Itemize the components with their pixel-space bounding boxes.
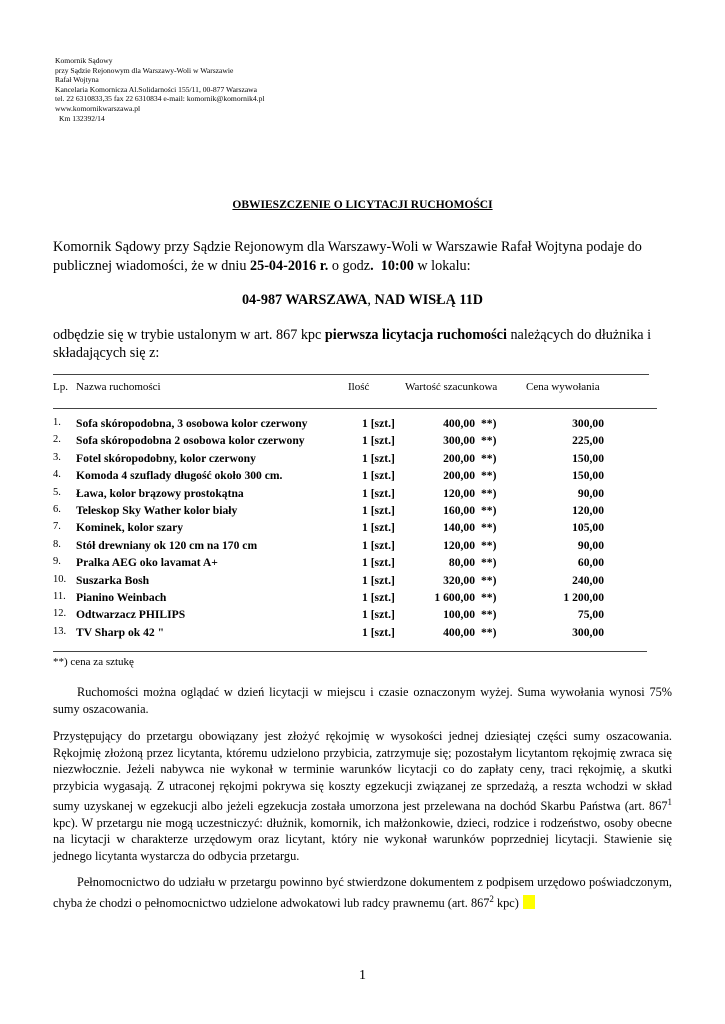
- item-quantity: 1 [szt.]: [362, 451, 395, 465]
- item-footnote-mark: **): [481, 591, 497, 604]
- table-row: [0, 591, 725, 608]
- address-street: NAD WISŁĄ 11D: [370, 292, 484, 308]
- table-row: [0, 539, 725, 556]
- row-number: 12.: [53, 608, 67, 620]
- header-qty: Ilość: [348, 381, 370, 393]
- auction-paragraph: [53, 326, 675, 362]
- letterhead-line: przy Sądzie Rejonowym dla Warszawy-Woli w Warszawie: [55, 65, 234, 75]
- item-name: Ława, kolor brązowy prostokątna: [76, 486, 244, 500]
- item-footnote-mark: **): [481, 451, 497, 465]
- deposit-text: kpc). W przetargu nie mogą uczestniczyć: dłużnik, komornik, ich małżonkowie, dzieci, rodzice i rodzeństwo, osoby obecne na licytacji w charakterze urzędowym oraz licytant, który nie wykonał warunków poprzedniej licytacji. Stawienie się jednego licytanta wystarcza do odbycia przetargu.: [53, 815, 672, 863]
- item-starting-price: 225,00: [572, 434, 604, 448]
- letterhead-line: Komornik Sądowy: [55, 56, 113, 65]
- letterhead-line: Rafał Wojtyna: [55, 75, 99, 85]
- row-number: 13.: [53, 625, 67, 637]
- row-number: 11.: [53, 591, 66, 602]
- item-footnote-mark: **): [481, 434, 497, 448]
- letterhead-line: www.komornikwarszawa.pl: [55, 103, 141, 113]
- highlight-mark: [523, 895, 535, 909]
- table-row: [0, 434, 725, 451]
- item-starting-price: 60,00: [577, 556, 604, 570]
- item-estimated-value: 80,00: [448, 556, 475, 570]
- item-estimated-value: 200,00: [443, 451, 475, 465]
- letterhead-line: tel. 22 6310833,35 fax 22 6310834 e-mail: komornik@komornik4.pl: [55, 94, 265, 104]
- item-footnote-mark: **): [481, 486, 497, 500]
- table-row: [0, 469, 725, 486]
- table-header-rule: [53, 408, 657, 409]
- item-starting-price: 1 200,00: [563, 591, 604, 604]
- item-footnote-mark: **): [481, 538, 497, 552]
- row-number: 1.: [53, 417, 61, 428]
- item-starting-price: 105,00: [572, 521, 604, 535]
- row-number: 5.: [53, 486, 61, 498]
- header-value: Wartość szacunkowa: [405, 381, 498, 393]
- item-quantity: 1 [szt.]: [362, 573, 395, 587]
- table-row: [0, 608, 725, 625]
- item-name: Odtwarzacz PHILIPS: [76, 608, 186, 622]
- auction-date: 25-04-2016 r.: [250, 258, 329, 274]
- item-name: Kominek, kolor szary: [76, 521, 184, 535]
- row-number: 10.: [53, 573, 67, 585]
- item-estimated-value: 160,00: [443, 504, 475, 517]
- item-estimated-value: 300,00: [443, 434, 475, 448]
- address-city: 04-987 WARSZAWA: [241, 292, 368, 308]
- item-estimated-value: 320,00: [443, 573, 475, 587]
- item-name: Sofa skóropodobna, 3 osobowa kolor czerwony: [76, 417, 308, 430]
- intro-text: o godz: [328, 258, 371, 274]
- row-number: 8.: [53, 538, 61, 550]
- item-footnote-mark: **): [481, 504, 497, 517]
- deposit-paragraph: [53, 728, 672, 864]
- item-quantity: 1 [szt.]: [362, 591, 395, 604]
- item-quantity: 1 [szt.]: [362, 538, 395, 552]
- item-quantity: 1 [szt.]: [362, 504, 395, 517]
- intro-text: Komornik Sądowy przy Sądzie Rejonowym dla Warszawy-Woli w Warszawie Rafał Wojtyna podaje do publicznej wiadomości, że w dniu: [53, 239, 642, 274]
- item-starting-price: 90,00: [577, 538, 604, 552]
- item-quantity: 1 [szt.]: [362, 417, 395, 430]
- table-row: [0, 417, 725, 434]
- item-estimated-value: 1 600,00: [434, 591, 475, 604]
- item-name: Fotel skóropodobny, kolor czerwony: [76, 451, 256, 465]
- item-estimated-value: 200,00: [443, 469, 475, 483]
- item-name: Pianino Weinbach: [76, 591, 167, 604]
- item-name: Pralka AEG oko lavamat A+: [76, 556, 218, 570]
- item-estimated-value: 400,00: [443, 625, 475, 639]
- item-name: Stół drewniany ok 120 cm na 170 cm: [76, 538, 258, 552]
- item-name: Komoda 4 szuflady długość około 300 cm.: [76, 469, 283, 483]
- row-number: 9.: [53, 556, 61, 568]
- table-row: [0, 574, 725, 591]
- footnote: **) cena za sztukę: [53, 656, 134, 668]
- auction-text: należących do dłużnika i składających się z:: [53, 327, 652, 361]
- proxy-text: kpc): [493, 895, 519, 910]
- item-name: Sofa skóropodobna 2 osobowa kolor czerwony: [76, 434, 305, 448]
- item-quantity: 1 [szt.]: [362, 434, 395, 448]
- letterhead-line: Kancelaria Komornicza Al.Solidarności 155/11, 00-877 Warszawa: [55, 84, 258, 94]
- row-number: 3.: [53, 451, 61, 463]
- item-name: TV Sharp ok 42 ": [76, 625, 165, 639]
- item-estimated-value: 120,00: [443, 486, 475, 500]
- table-row: [0, 452, 725, 469]
- auction-text: odbędzie się w trybie ustalonym w art. 867 kpc: [53, 327, 325, 343]
- intro-text: w lokalu:: [413, 258, 471, 274]
- viewing-paragraph: Ruchomości można oglądać w dzień licytacji w miejscu i czasie oznaczonym wyżej. Suma wywołania wynosi 75% sumy oszacowania.: [53, 685, 672, 716]
- intro-dot: .: [370, 258, 374, 274]
- article-superscript: 2: [489, 893, 494, 904]
- item-quantity: 1 [szt.]: [362, 486, 395, 500]
- item-name: Teleskop Sky Wather kolor biały: [76, 504, 238, 517]
- table-top-rule: [53, 374, 649, 375]
- item-quantity: 1 [szt.]: [362, 521, 395, 535]
- auction-address: [0, 292, 725, 309]
- header-price: Cena wywołania: [526, 381, 600, 393]
- row-number: 2.: [53, 434, 61, 446]
- item-quantity: 1 [szt.]: [362, 608, 395, 622]
- table-bottom-rule: [53, 651, 647, 652]
- item-estimated-value: 100,00: [443, 608, 475, 622]
- table-row: [0, 487, 725, 504]
- page-number: 1: [359, 968, 366, 983]
- intro-paragraph: [53, 238, 675, 276]
- header-name: Nazwa ruchomości: [76, 381, 161, 393]
- item-starting-price: 300,00: [572, 625, 604, 639]
- table-row: [0, 626, 725, 643]
- item-name: Suszarka Bosh: [76, 573, 150, 587]
- header-lp: Lp.: [53, 381, 68, 393]
- auction-type: pierwsza licytacja ruchomości: [324, 327, 507, 343]
- table-row: [0, 521, 725, 538]
- item-footnote-mark: **): [481, 573, 497, 587]
- item-starting-price: 240,00: [572, 573, 604, 587]
- case-number: Km 132392/14: [59, 113, 105, 123]
- item-starting-price: 150,00: [572, 451, 604, 465]
- item-starting-price: 120,00: [572, 504, 604, 517]
- proxy-paragraph: [53, 874, 672, 911]
- item-footnote-mark: **): [481, 521, 497, 535]
- item-estimated-value: 120,00: [443, 538, 475, 552]
- item-estimated-value: 140,00: [443, 521, 475, 535]
- item-starting-price: 150,00: [572, 469, 604, 483]
- item-quantity: 1 [szt.]: [362, 625, 395, 639]
- item-starting-price: 90,00: [577, 486, 604, 500]
- item-estimated-value: 400,00: [443, 417, 475, 430]
- item-footnote-mark: **): [481, 625, 497, 639]
- article-superscript: 1: [667, 797, 672, 807]
- row-number: 4.: [53, 469, 61, 481]
- row-number: 6.: [53, 504, 61, 515]
- table-row: [0, 504, 725, 521]
- document-title: OBWIESZCZENIE O LICYTACJI RUCHOMOŚCI: [232, 199, 493, 211]
- item-footnote-mark: **): [481, 417, 497, 430]
- table-row: [0, 556, 725, 573]
- proxy-text: Pełnomocnictwo do udziału w przetargu powinno być stwierdzone dokumentem z podpisem urzędowo poświadczonym, chyba że chodzi o pełnomocnictwo udzielone adwokatowi lub radcy prawnemu (art. 867: [53, 875, 672, 910]
- deposit-text: Przystępujący do przetargu obowiązany jest złożyć rękojmię w wysokości jednej dziesiątej części sumy oszacowania. Rękojmię złożoną przez licytanta, któremu udzielono przybicia, zatrzymuje się; pozostałym licytantom rękojmię zwraca się niezwłocznie. Jeżeli nabywca nie wykonał w terminie warunków licytacji co do zapłaty ceny, traci rękojmię, a skutki przybicia wygasają. Z utraconej rękojmi pokrywa się koszty egzekucji związanej ze sprzedażą, a reszta wchodzi w skład sumy uzyskanej w egzekucji albo jeżeli egzekucja została umorzona jest przelewana na dochód Skarbu Państwa (art. 867: [53, 729, 672, 814]
- item-footnote-mark: **): [481, 556, 497, 570]
- bailiff-letterhead: [55, 56, 264, 123]
- item-footnote-mark: **): [481, 608, 497, 622]
- item-footnote-mark: **): [481, 469, 497, 483]
- auction-time: 10:00: [380, 258, 414, 274]
- address-comma: ,: [367, 292, 371, 308]
- row-number: 7.: [53, 521, 61, 533]
- item-quantity: 1 [szt.]: [362, 556, 395, 570]
- item-starting-price: 300,00: [572, 417, 604, 430]
- item-quantity: 1 [szt.]: [362, 469, 395, 483]
- item-starting-price: 75,00: [577, 608, 604, 622]
